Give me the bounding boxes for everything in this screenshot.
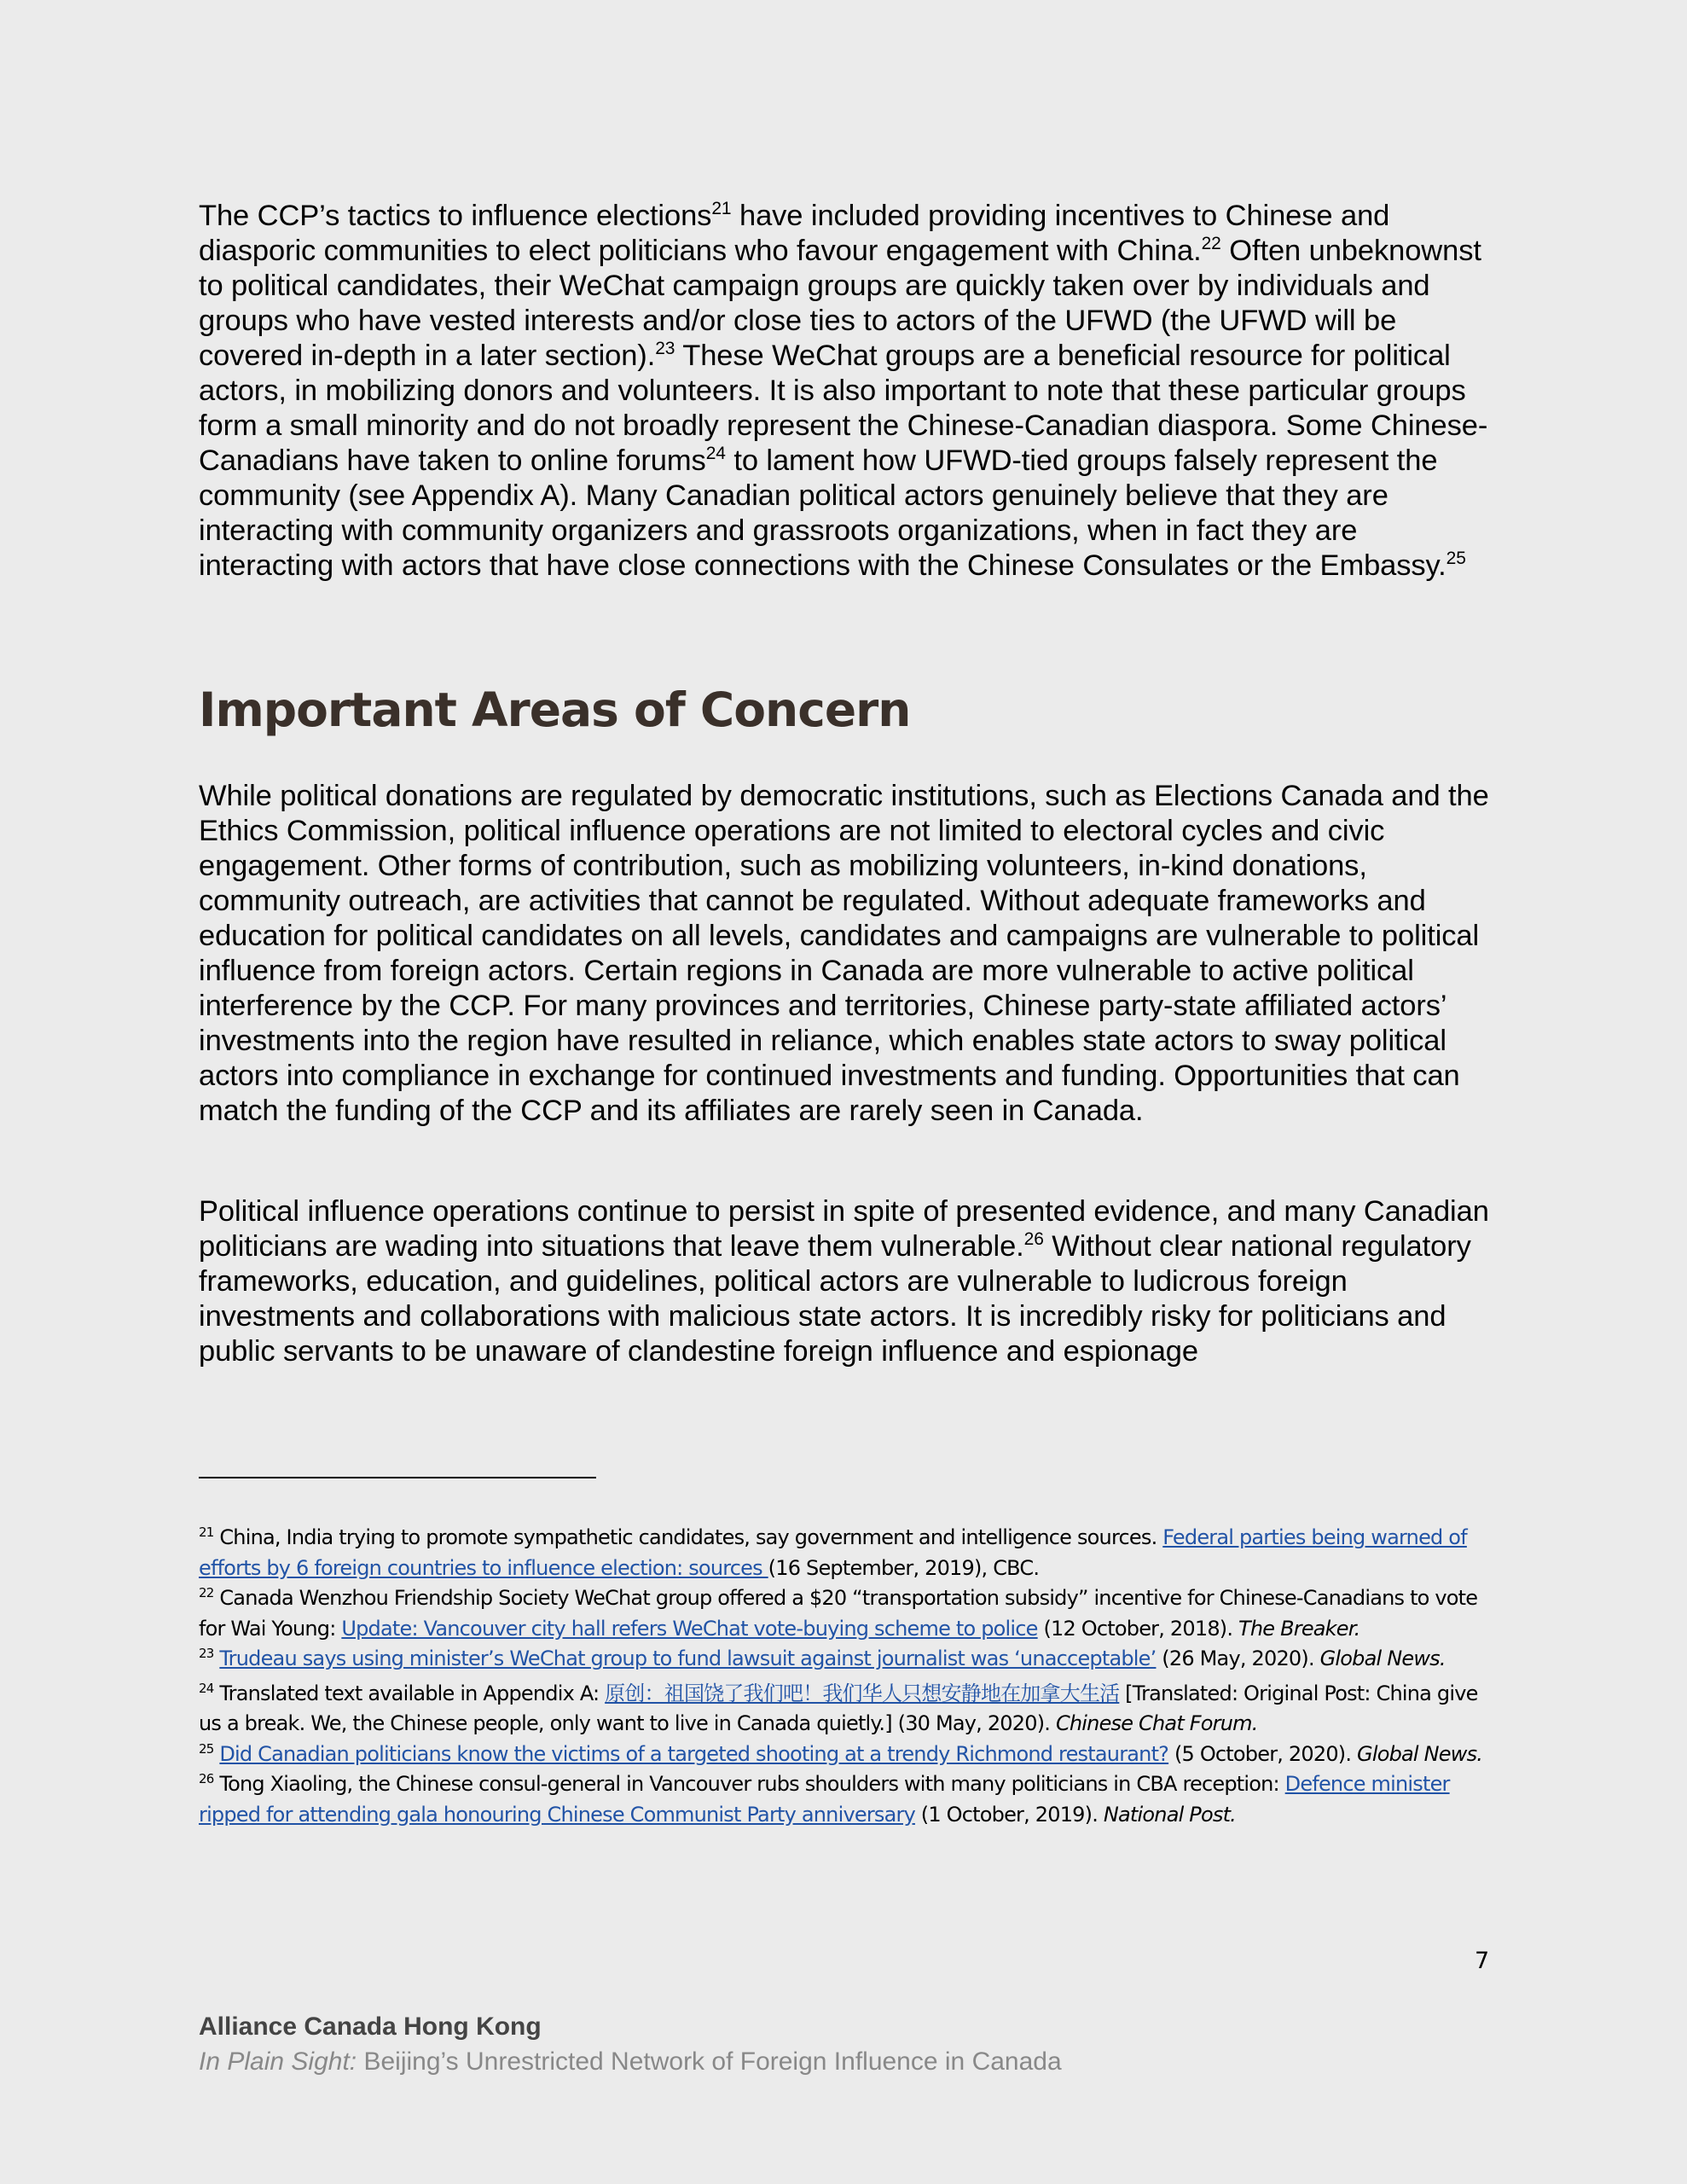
footnote-source: National Post. <box>1103 1802 1237 1827</box>
footnote-text: (26 May, 2020). <box>1156 1647 1320 1670</box>
footnote-ref-26[interactable]: 26 <box>1023 1229 1044 1249</box>
footer-title-italic: In Plain Sight: <box>199 2048 357 2076</box>
footnote-ref-21[interactable]: 21 <box>711 199 732 218</box>
footnote-number: 22 <box>199 1585 214 1600</box>
paragraph-elections <box>199 199 1495 584</box>
footnote-number: 24 <box>199 1680 214 1696</box>
footnotes <box>199 1523 1495 1830</box>
footnote-source: The Breaker. <box>1238 1616 1360 1641</box>
text-span: These WeChat groups are a beneficial resource for political actors, in mobilizing donors and volunteers. It is also important to note that these particular groups form a small minority and do not broadly represent the Chinese-Canadian diaspora. Some Chinese-Canadians have taken to online forums <box>199 340 1488 477</box>
text-span: Without clear national regulatory frameworks, education, and guidelines, political actors are vulnerable to ludicrous foreign investments and collaborations with malicious state actors. It is incredibly risky for politicians and public servants to be unaware of clandestine foreign influence and espionage <box>199 1230 1471 1368</box>
footnote-ref-22[interactable]: 22 <box>1201 234 1221 253</box>
footnote-text: Canada Wenzhou Friendship Society WeChat group offered a $20 “transportation subsidy” incentive for Chinese-Canadians to vote for Wai Young: <box>199 1586 1478 1641</box>
footnote-number: 21 <box>199 1525 214 1540</box>
footnote-text: (5 October, 2020). <box>1168 1741 1358 1766</box>
footnote-number: 25 <box>199 1740 214 1757</box>
footnote-link[interactable]: 原创：祖国饶了我们吧！我们华人只想安静地在加拿大生活 <box>605 1681 1120 1705</box>
paragraph-donations: While political donations are regulated by democratic institutions, such as Elections Canada and the Ethics Commission, political influence operations are not limited to electoral cycles and civic engagement. Other forms of contribution, such as mobilizing volunteers, in-kind donations, community outreach, are activities that cannot be regulated. Without adequate frameworks and education for political candidates on all levels, candidates and campaigns are vulnerable to political influence from foreign actors. Certain regions in Canada are more vulnerable to active political interference by the CCP. For many provinces and territories, Chinese party-state affiliated actors’ investments into the region have resulted in reliance, which enables state actors to sway political actors into compliance in exchange for continued investments and funding. Opportunities that can match the funding of the CCP and its affiliates are rarely seen in Canada. <box>199 780 1489 1127</box>
footnote-number: 23 <box>199 1646 214 1661</box>
footer-title-rest: Beijing’s Unrestricted Network of Foreign Influence in Canada <box>357 2048 1062 2076</box>
footnote-22 <box>199 1583 1495 1644</box>
footnote-text: China, India trying to promote sympathetic candidates, say government and intelligence sources. <box>213 1525 1163 1549</box>
text-span: Often unbeknownst to political candidates, their WeChat campaign groups are quickly taken over by individuals and groups who have vested interests and/or close ties to actors of the UFWD (the UFWD will be covered in-depth in a later section). <box>199 235 1481 372</box>
footnote-ref-24[interactable]: 24 <box>705 444 726 463</box>
section-heading: Important Areas of Concern <box>199 682 911 737</box>
footnote-text: Translated text available in Appendix A: <box>213 1681 606 1705</box>
paragraph-influence-operations <box>199 1194 1499 1369</box>
page-number: 7 <box>1475 1948 1490 1974</box>
footnote-26 <box>199 1769 1495 1830</box>
footnote-link[interactable]: Update: Vancouver city hall refers WeChat vote-buying scheme to police <box>341 1616 1038 1641</box>
footnote-25 <box>199 1740 1495 1770</box>
footnote-link[interactable]: Trudeau says using minister’s WeChat group to fund lawsuit against journalist was ‘unacceptable’ <box>219 1647 1157 1670</box>
footnote-separator <box>199 1477 596 1478</box>
footnote-21 <box>199 1523 1495 1583</box>
text-span: have included providing incentives to Chinese and diasporic communities to elect politicians who favour engagement with China. <box>199 200 1390 267</box>
footnote-text: (16 September, 2019), CBC. <box>768 1555 1040 1580</box>
footnote-24 <box>199 1679 1495 1740</box>
text-span: The CCP’s tactics to influence elections <box>199 200 712 232</box>
footnote-text: Tong Xiaoling, the Chinese consul-general in Vancouver rubs shoulders with many politicians in CBA reception: <box>213 1772 1285 1796</box>
text-span: to lament how UFWD-tied groups falsely represent the community (see Appendix A). Many Canadian political actors genuinely believe that they are interacting with community organizers and grassroots organizations, when in fact they are interacting with actors that have close connections with the Chinese Consulates or the Embassy. <box>199 444 1446 582</box>
footnote-link[interactable]: Did Canadian politicians know the victims of a targeted shooting at a trendy Richmond restaurant? <box>219 1741 1169 1766</box>
footnote-ref-25[interactable]: 25 <box>1446 549 1466 568</box>
text-span: Political influence operations continue to persist in spite of presented evidence, and many Canadian politicians are wading into situations that leave them vulnerable. <box>199 1195 1489 1263</box>
footnote-23 <box>199 1644 1495 1675</box>
footnote-source: Chinese Chat Forum. <box>1055 1711 1258 1735</box>
footnote-text: [Translated: Original Post: China give us a break. We, the Chinese people, only want to live in Canada quietly.] (30 May, 2020). <box>199 1681 1478 1735</box>
footnote-source: Global News. <box>1319 1647 1446 1670</box>
footnote-link[interactable]: Defence minister ripped for attending gala honouring Chinese Communist Party anniversary <box>199 1772 1450 1827</box>
footnote-link[interactable]: Federal parties being warned of efforts by 6 foreign countries to influence election: sources <box>199 1525 1467 1580</box>
footnote-text: (12 October, 2018). <box>1037 1616 1239 1641</box>
footnote-source: Global News. <box>1357 1741 1483 1766</box>
footnote-ref-23[interactable]: 23 <box>655 339 675 358</box>
footer-organization: Alliance Canada Hong Kong <box>199 2013 542 2041</box>
footnote-text: (1 October, 2019). <box>914 1802 1104 1827</box>
footnote-number: 26 <box>199 1771 214 1786</box>
footer-document-title <box>199 2048 1062 2077</box>
